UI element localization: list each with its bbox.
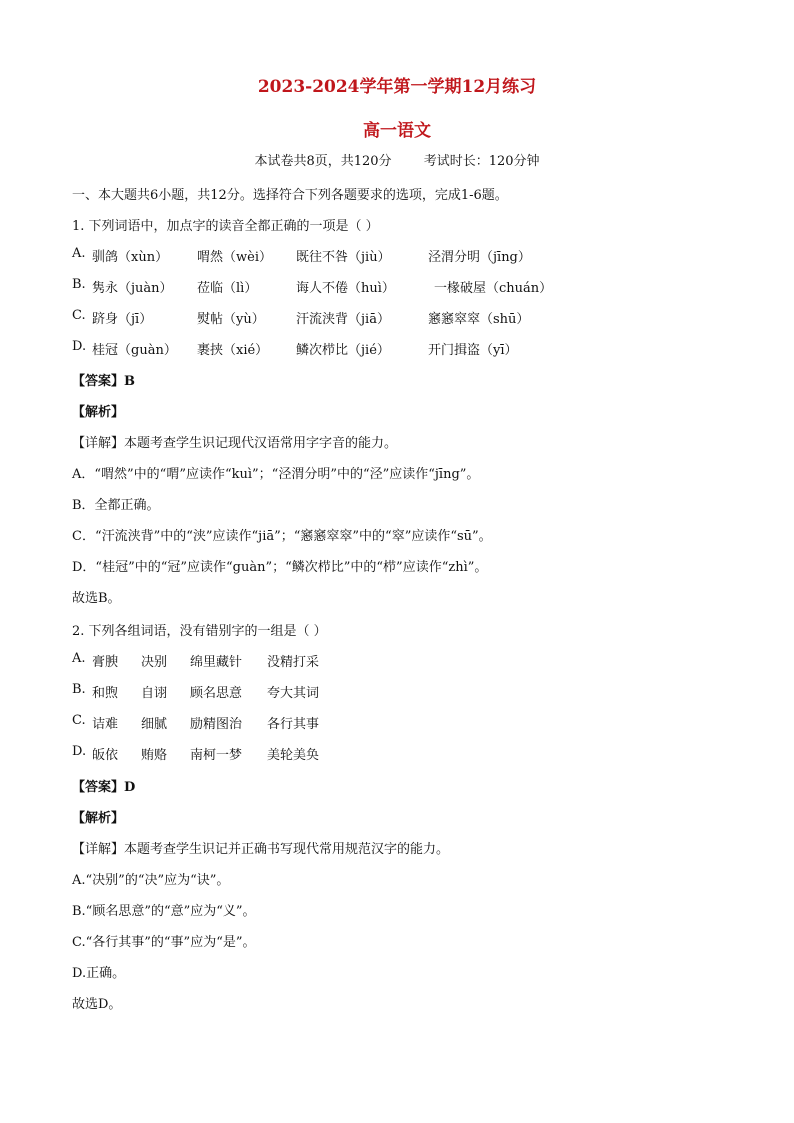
q1-explain-c: C．“汗流浃背”中的“浃”应读作“jiā”；“窸窸窣窣”中的“窣”应读作“sū”。 — [72, 529, 492, 544]
section-heading: 一、本大题共6小题，共12分。选择符合下列各题要求的选项，完成1-6题。 — [72, 188, 508, 203]
time-info: 考试时长：120分钟 — [423, 154, 540, 169]
option-item: 各行其事 — [267, 717, 320, 732]
q1-detail: 【详解】本题考查学生识记现代汉语常用字字音的能力。 — [72, 436, 398, 451]
q1-explain-a: A．“喟然”中的“喟”应读作“kuì”；“泾渭分明”中的“泾”应读作“jīng”。 — [72, 467, 480, 482]
q2-conclusion: 故选D。 — [72, 997, 122, 1012]
option-item: 和煦 — [92, 686, 119, 701]
option-item: 鳞次栉比（jié） — [296, 343, 390, 358]
option-item: 一椽破屋（chuán） — [434, 281, 553, 296]
q2-explain-c: C.“各行其事”的“事”应为“是”。 — [72, 935, 256, 950]
option-item: 开门揖盗（yī） — [428, 343, 518, 358]
option-item: 没精打采 — [267, 655, 320, 670]
option-letter: C. — [72, 713, 86, 728]
option-item: 膏腴 — [92, 655, 119, 670]
q2-answer: 【答案】D — [72, 780, 136, 795]
option-item: 裹挟（xié） — [197, 343, 269, 358]
option-item: 汗流浃背（jiā） — [296, 312, 390, 327]
option-letter: D. — [72, 339, 87, 354]
option-item: 隽永（juàn） — [92, 281, 173, 296]
q2-explain-d: D.正确。 — [72, 966, 126, 981]
option-letter: D. — [72, 744, 87, 759]
option-item: 驯鸽（xùn） — [92, 250, 169, 265]
q2-explain-a: A.“决别”的“决”应为“诀”。 — [72, 873, 230, 888]
q2-detail: 【详解】本题考查学生识记并正确书写现代常用规范汉字的能力。 — [72, 842, 450, 857]
q1-explain-b: B．全都正确。 — [72, 498, 160, 513]
option-item: 喟然（wèi） — [197, 250, 272, 265]
q1-analysis-label: 【解析】 — [72, 405, 125, 420]
option-item: 诲人不倦（huì） — [296, 281, 395, 296]
option-item: 决别 — [141, 655, 168, 670]
option-item: 顾名思意 — [190, 686, 243, 701]
option-item: 跻身（jī） — [92, 312, 153, 327]
q1-answer: 【答案】B — [72, 374, 135, 389]
option-letter: B. — [72, 682, 86, 697]
exam-title: 2023-2024学年第一学期12月练习 — [257, 77, 537, 97]
option-item: 皈依 — [92, 748, 119, 763]
option-letter: B. — [72, 277, 86, 292]
option-item: 夸大其词 — [267, 686, 320, 701]
q2-analysis-label: 【解析】 — [72, 811, 125, 826]
option-letter: A. — [72, 246, 86, 261]
option-item: 细腻 — [141, 717, 168, 732]
q1-conclusion: 故选B。 — [72, 591, 121, 606]
q2-stem: 2. 下列各组词语，没有错别字的一组是（ ） — [72, 624, 327, 639]
q2-explain-b: B.“顾名思意”的“意”应为“义”。 — [72, 904, 256, 919]
pages-info: 本试卷共8页，共120分 — [254, 154, 392, 169]
option-item: 诘难 — [92, 717, 119, 732]
option-item: 自诩 — [141, 686, 168, 701]
option-item: 南柯一梦 — [190, 748, 243, 763]
option-item: 窸窸窣窣（shū） — [428, 312, 530, 327]
option-item: 绵里藏针 — [190, 655, 243, 670]
option-item: 桂冠（guàn） — [92, 343, 177, 358]
option-item: 熨帖（yù） — [197, 312, 265, 327]
option-letter: A. — [72, 651, 86, 666]
exam-meta — [0, 150, 794, 169]
q1-explain-d: D．“桂冠”中的“冠”应读作“guàn”；“鳞次栉比”中的“栉”应读作“zhì”。 — [72, 560, 488, 575]
option-item: 贿赂 — [141, 748, 168, 763]
option-item: 莅临（lì） — [197, 281, 258, 296]
subject-title: 高一语文 — [363, 121, 431, 141]
option-item: 美轮美奂 — [267, 748, 320, 763]
option-letter: C. — [72, 308, 86, 323]
option-item: 既往不咎（jiù） — [296, 250, 391, 265]
option-item: 励精图治 — [190, 717, 243, 732]
option-item: 泾渭分明（jīng） — [428, 250, 531, 265]
q1-stem: 1. 下列词语中，加点字的读音全都正确的一项是（ ） — [72, 219, 379, 234]
